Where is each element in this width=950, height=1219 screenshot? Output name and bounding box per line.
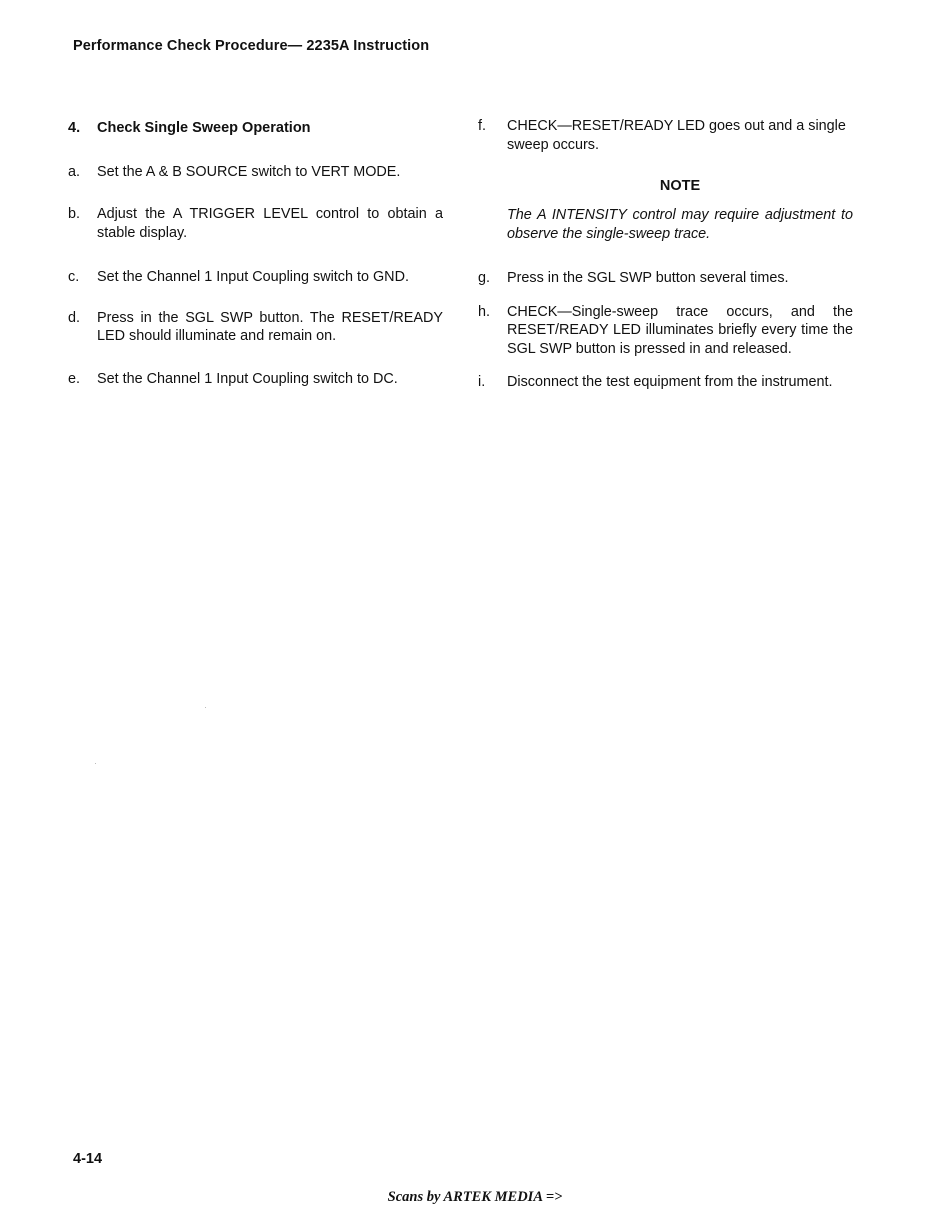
item-text: CHECK—Single-sweep trace occurs, and the RESET/READY LED illuminates briefly every time the SGL SWP button is pressed in and released. xyxy=(507,303,853,357)
item-text: Adjust the A TRIGGER LEVEL control to obtain a stable display. xyxy=(97,206,443,241)
procedure-item-f xyxy=(478,117,853,154)
right-column xyxy=(478,117,853,392)
step-heading xyxy=(68,119,443,138)
item-label: g. xyxy=(478,270,491,286)
procedure-item-e xyxy=(68,370,443,389)
step-title: Check Single Sweep Operation xyxy=(97,120,311,136)
item-label: b. xyxy=(68,206,81,222)
item-label: i. xyxy=(478,374,486,390)
step-number: 4. xyxy=(68,120,81,136)
item-text: CHECK—RESET/READY LED goes out and a single sweep occurs. xyxy=(507,118,846,153)
item-text: Disconnect the test equipment from the instrument. xyxy=(507,374,833,390)
page-header: Performance Check Procedure— 2235A Instruction xyxy=(73,38,430,54)
procedure-item-c xyxy=(68,268,443,287)
procedure-item-h xyxy=(478,303,853,359)
procedure-item-d xyxy=(68,309,443,346)
scan-speck xyxy=(95,763,96,764)
scan-credit-footer: Scans by ARTEK MEDIA => xyxy=(387,1189,563,1205)
item-text: Set the A & B SOURCE switch to VERT MODE. xyxy=(97,163,401,180)
item-text: Press in the SGL SWP button. The RESET/READY LED should illuminate and remain on. xyxy=(97,309,443,344)
item-label: d. xyxy=(68,309,81,326)
procedure-item-i xyxy=(478,373,853,392)
item-text: Set the Channel 1 Input Coupling switch to DC. xyxy=(97,370,398,387)
procedure-item-b xyxy=(68,205,443,242)
item-label: e. xyxy=(68,370,81,387)
item-label: c. xyxy=(68,269,80,285)
item-label: a. xyxy=(68,163,81,180)
procedure-item-a xyxy=(68,163,443,182)
note-text: The A INTENSITY control may require adjustment to observe the single-sweep trace. xyxy=(507,207,853,242)
procedure-item-g xyxy=(478,269,853,288)
item-label: f. xyxy=(478,118,486,134)
item-text: Press in the SGL SWP button several times. xyxy=(507,270,789,286)
scan-speck xyxy=(205,707,206,708)
item-text: Set the Channel 1 Input Coupling switch to GND. xyxy=(97,269,409,285)
note-heading: NOTE xyxy=(659,178,701,194)
item-label: h. xyxy=(478,303,491,320)
left-column xyxy=(68,119,443,388)
page-number: 4-14 xyxy=(73,1151,103,1167)
